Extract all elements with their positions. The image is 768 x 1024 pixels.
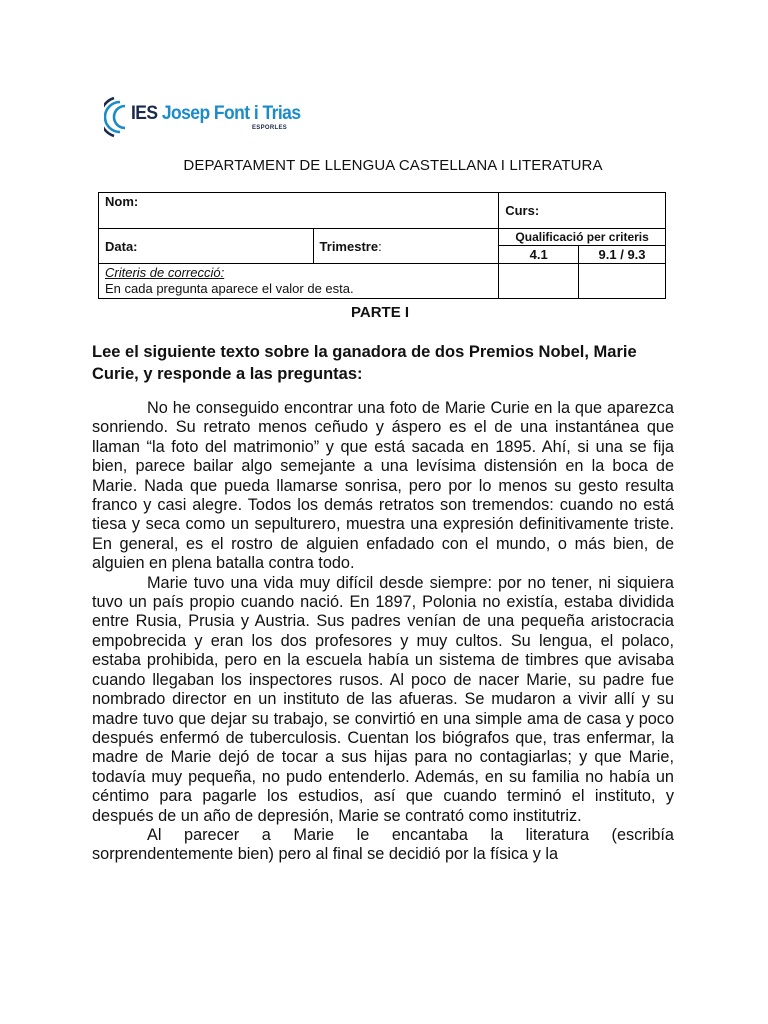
paragraph: Al parecer a Marie le encantaba la literatura (escribía sorprendentemente bien) pero al final se decidió por la física y la: [92, 825, 674, 864]
name-label: Nom:: [105, 194, 139, 209]
name-field[interactable]: [99, 193, 499, 229]
criteria-cell: [99, 264, 499, 299]
department-heading: DEPARTAMENT DE LLENGUA CASTELLANA I LITERATURA: [183, 157, 603, 174]
paragraph: Marie tuvo una vida muy difícil desde siempre: por no tener, ni siquiera tuvo un país propio cuando nació. En 1897, Polonia no existía, estaba dividida entre Rusia, Prusia y Austria. Sus padres venían de una pequeña aristocracia empobrecida y eran los dos profesores y muy cultos. Su lengua, el polaco, estaba prohibida, pero en la escuela había un sistema de timbres que avisaba cuando llegaban los inspectores rusos. Al poco de nacer Marie, su padre fue nombrado director en un instituto de las afueras. Se mudaron a vivir allí y su madre tuvo que dejar su trabajo, se convirtió en una simple ama de casa y poco después enfermó de tuberculosis. Cuentan los biógrafos que, tras enfermar, la madre de Marie dejó de tocar a sus hijas para no contagiarlas; y que Marie, todavía muy pequeña, no pudo entenderlo. Además, en su familia no había un céntimo para pagarle los estudios, así que cuando terminó el instituto, y después de un año de depresión, Marie se contrató como institutriz.: [92, 573, 674, 825]
logo-wordmark: [131, 103, 301, 125]
criteria-title: Criteris de correcció:: [105, 265, 225, 280]
course-field[interactable]: [499, 193, 666, 229]
student-info-table: [98, 192, 666, 299]
grade-box-2[interactable]: [579, 264, 666, 299]
instructions: Lee el siguiente texto sobre la ganadora de dos Premios Nobel, Marie Curie, y responde a las preguntas:: [92, 343, 637, 383]
logo-school-name: Josep Font i Trias: [161, 103, 301, 124]
reading-text: [92, 399, 674, 865]
school-logo: [104, 96, 304, 138]
term-field[interactable]: [313, 229, 499, 264]
criteria-code-2: 9.1 / 9.3: [579, 246, 666, 264]
date-field[interactable]: [99, 229, 314, 264]
course-label: Curs:: [505, 203, 540, 218]
section-title: PARTE I: [350, 304, 410, 321]
grading-header: Qualificació per criteris: [499, 229, 666, 246]
term-colon: :: [378, 238, 382, 254]
logo-prefix: IES: [131, 103, 158, 124]
term-label: Trimestre: [319, 238, 379, 254]
paragraph: No he conseguido encontrar una foto de Marie Curie en la que aparezca sonriendo. Su retrato menos ceñudo y áspero es el de una instantánea que llaman “la foto del matrimonio” y que está sacada en 1895. Ahí, si una se fija bien, parece bailar algo semejante a una levísima distensión en la boca de Marie. Nada que pueda llamarse sonrisa, pero por lo menos su gesto resulta franco y casi alegre. Todos los demás retratos son tremendos: cuando no está tiesa y seca como un sepulturero, muestra una expresión definitivamente triste. En general, es el rostro de alguien enfadado con el mundo, o más bien, de alguien en plena batalla contra todo.: [92, 399, 674, 573]
criteria-note: En cada pregunta aparece el valor de esta.: [105, 281, 354, 296]
date-label: Data:: [105, 238, 138, 254]
grade-box-1[interactable]: [499, 264, 579, 299]
criteria-code-1: 4.1: [499, 246, 579, 264]
logo-subtitle: ESPORLES: [252, 125, 288, 131]
